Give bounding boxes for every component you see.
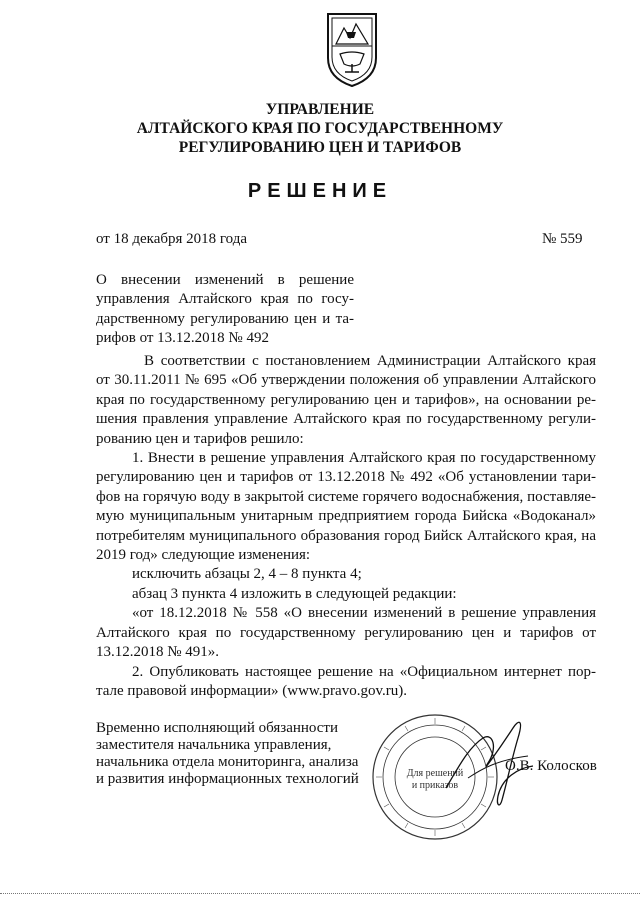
subject-line: дарственному регулированию цен и та-	[96, 310, 354, 327]
body-line: края по государственному регулированию цен и тарифов», на основании ре-	[96, 391, 596, 408]
body-line: рованию цен и тарифов решило:	[96, 430, 304, 447]
document-body	[96, 352, 596, 701]
document-number: № 559	[542, 231, 583, 247]
body-line: Алтайского края по государственному регулированию цен и тарифов от	[96, 624, 596, 641]
body-line: мую муниципальным унитарным предприятием города Бийска «Водоканал»	[96, 508, 596, 525]
signatory-position	[96, 720, 359, 788]
subject-line: О внесении изменений в решение	[96, 272, 354, 288]
document-title: РЕШЕНИЕ	[247, 180, 393, 202]
body-line: фов на горячую воду в закрытой системе горячего водоснабжения, поставляе-	[96, 488, 596, 505]
body-line: В соответствии с постановлением Администрации Алтайского края	[144, 353, 596, 369]
body-line: тале правовой информации» (www.pravo.gov.ru).	[96, 682, 407, 699]
body-line: 13.12.2018 № 491».	[96, 644, 220, 661]
body-line: абзац 3 пункта 4 изложить в следующей редакции:	[132, 585, 457, 602]
document-date: от 18 декабря 2018 года	[96, 231, 248, 247]
org-name-line-3: РЕГУЛИРОВАНИЮ ЦЕН И ТАРИФОВ	[178, 139, 462, 156]
signatory-position-line: начальника отдела мониторинга, анализа	[96, 754, 359, 770]
body-line: 2019 год» следующие изменения:	[96, 547, 311, 564]
body-line: от 30.11.2011 № 695 «Об утверждении положения об управлении Алтайского	[96, 372, 596, 389]
body-line: регулированию цен и тарифов от 13.12.2018 № 492 «Об установлении тари-	[96, 469, 596, 486]
signatory-position-line: и развития информационных технологий	[96, 771, 359, 787]
org-name-line-1: УПРАВЛЕНИЕ	[265, 101, 375, 118]
org-name-line-2: АЛТАЙСКОГО КРАЯ ПО ГОСУДАРСТВЕННОМУ	[136, 120, 504, 137]
coat-of-arms-emblem	[322, 8, 382, 88]
signatory-position-line: Временно исполняющий обязанности	[96, 720, 339, 736]
subject-line: рифов от 13.12.2018 № 492	[96, 330, 269, 347]
signatory-name: О.В. Колосков	[505, 758, 597, 774]
body-line: 1. Внести в решение управления Алтайского края по государственному	[132, 450, 596, 467]
signatory-position-line: заместителя начальника управления,	[96, 737, 332, 753]
subject-line: управления Алтайского края по госу-	[96, 291, 354, 308]
body-line: 2. Опубликовать настоящее решение на «Официальном интернет пор-	[132, 663, 596, 680]
body-line: «от 18.12.2018 № 558 «О внесении изменений в решение управления	[132, 605, 596, 622]
document-subject	[96, 271, 354, 349]
seal-center-text-2: и приказов	[411, 780, 459, 791]
body-line: исключить абзацы 2, 4 – 8 пункта 4;	[132, 566, 362, 583]
seal-center-text-1: Для решений	[406, 768, 464, 779]
bottom-divider	[0, 893, 640, 894]
body-line: потребителям муниципального образования город Бийск Алтайского края, на	[96, 527, 596, 544]
body-line: шения правления управление Алтайского края по государственному регули-	[96, 411, 596, 428]
